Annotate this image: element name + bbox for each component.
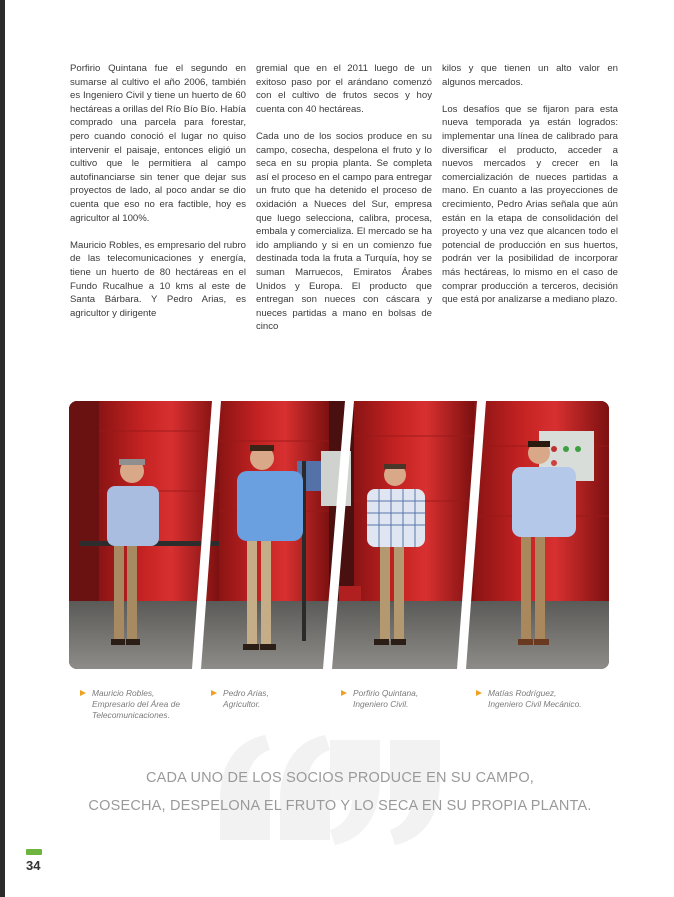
paragraph: kilos y que tienen un alto valor en algunos mercados. [442,63,618,88]
paragraph: gremial que en el 2011 luego de un exitoso paso por el arándano comenzó con el cultivo de frutos secos y hoy cuenta con 40 hectáreas. [256,63,432,115]
paragraph: Porfirio Quintana fue el segundo en sumarse al cultivo el año 2006, también es Ingeniero Civil y tiene un huerto de 60 hectáreas a orillas del Río Bío Bío. Había comprado una parcela para forestar, pero cuando conoció el lugar no quiso intervenir el paisaje, entonces eligió un cultivo que le permitiera al campo autofinanciarse sin tener que dejar sus proyectos de lado, al poco andar se dio cuenta que eso no era factible, hoy es agricultor al 100%. [70,63,246,224]
photo-caption-1 [80,688,202,721]
caption-name: Matías Rodríguez, [488,688,557,698]
photo-caption-2 [211,688,269,710]
caption-arrow-icon [476,690,482,696]
caption-role: Empresario del Área de Telecomunicaciones. [92,699,180,720]
photo-caption-4 [476,688,582,710]
paragraph: Los desafíos que se fijaron para esta nueva temporada ya están logrados: implementar una línea de calibrado para diversificar el producto, acceder a nuevos mercados y crecer en la comercialización de nueces partidas a mano. En cuanto a las proyecciones de crecimiento, Pedro Arias señala que aún están en la etapa de consolidación del proyecto y una vez que alcancen todo el potencial de producción en sus huertos, podrán ver la posibilidad de incorporar más hectáreas, lo mismo en el caso de comprar producción a terceros, decisión que está por analizarse a mediano plazo. [442,103,618,306]
text-column-2 [256,62,432,347]
pull-quote-line-1: CADA UNO DE LOS SOCIOS PRODUCE EN SU CAMPO, [145,770,535,786]
caption-role: Ingeniero Civil Mecánico. [488,699,582,709]
page-number: 34 [26,858,41,873]
text-column-1 [70,62,246,334]
photo-caption-3 [341,688,418,710]
caption-arrow-icon [80,690,86,696]
caption-arrow-icon [341,690,347,696]
group-photo-collage [69,401,609,669]
left-edge-bar [0,0,5,897]
quotation-mark-icon [210,720,450,860]
caption-arrow-icon [211,690,217,696]
caption-name: Porfirio Quintana, [353,688,419,698]
pull-quote-line-2: COSECHA, DESPELONA EL FRUTO Y LO SECA EN SU PROPIA PLANTA. [88,798,592,814]
caption-role: Ingeniero Civil. [353,699,409,709]
text-column-3 [442,62,618,320]
caption-role: Agricultor. [223,699,261,709]
page-number-badge [26,849,42,855]
paragraph: Mauricio Robles, es empresario del rubro de las telecomunicaciones y energía, tiene un huerto de 80 hectáreas en el Fundo Rucalhue a 10 kms al este de Santa Bárbara. Y Pedro Arias, es agricultor y dirigente [70,239,246,319]
caption-name: Mauricio Robles, [92,688,155,698]
caption-name: Pedro Arias, [223,688,269,698]
paragraph: Cada uno de los socios produce en su campo, cosecha, despelona el fruto y lo seca en su propia planta. Se completa así el proceso en el campo para entregar un fruto que ha detenido el proceso de oxidación a Nueces del Sur, empresa que luego selecciona, calibra, procesa, embala y comercializa. El mercado se ha ido ampliando y si en un comienzo fue destinada toda la fruta a Turquía, hoy se suman Marruecos, Emiratos Árabes Unidos y Europa. El producto que entregan son nueces con cáscara y nueces partidas a mano en bolsas de cinco [256,130,432,333]
